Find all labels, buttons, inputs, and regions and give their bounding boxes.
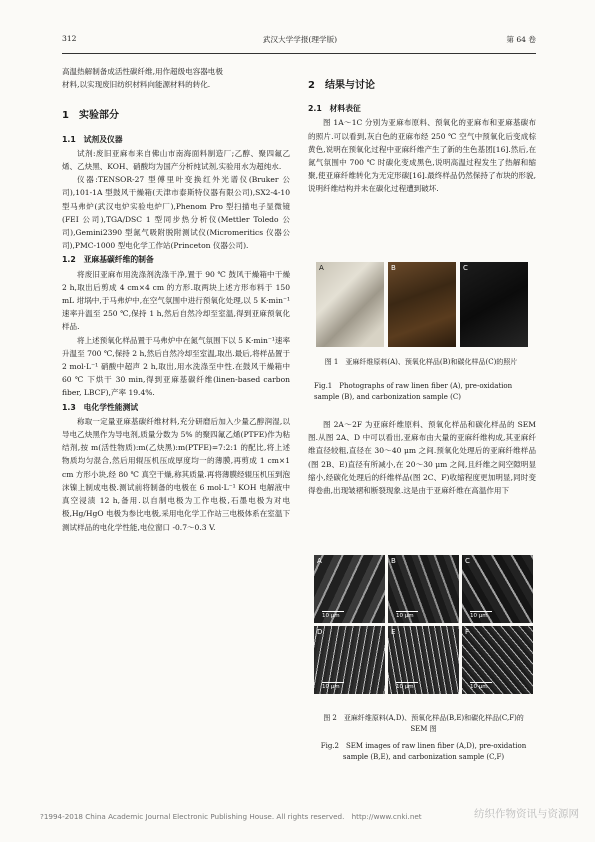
fig2-panel-c: [462, 555, 533, 623]
fig2-panel-f: [462, 626, 533, 694]
fig2-panel-d: [314, 626, 385, 694]
fig1-panel-label: C: [463, 264, 468, 272]
fig1-caption-cn: 图 1 亚麻纤维原料(A)、预氧化样品(B)和碳化样品(C)的照片: [324, 358, 518, 366]
preparation-paragraph-1: 将废旧亚麻布用洗涤剂洗涤干净,置于 90 ℃ 鼓风干燥箱中干燥 2 h,取出后剪成 4 cm×4 cm 的方形.取两块上述方形布料于 150 mL 坩埚中,于马弗炉中,在空气氛围中进行预氧化处理,以 5 K·min⁻¹速率升温至 250 ℃,保持 1 h,然后自然冷却至室温,得到亚麻预氧化样品.: [62, 269, 290, 332]
reagents-paragraph: 试剂:废旧亚麻布来自佛山市南海面料制造厂;乙醇、聚四氟乙烯、乙炔黑、KOH、硝酸均为国产分析纯试剂,实验用水为超纯水.: [62, 148, 290, 172]
section-1-2-heading: 1.2 亚麻基碳纤维的制备: [62, 255, 154, 265]
running-header-volume: 第 64 卷: [506, 35, 536, 44]
fig1-panel-carbonized: [460, 262, 528, 347]
section-2-1-heading: 2.1 材料表征: [308, 104, 361, 114]
fig2-panel-label: B: [391, 557, 396, 565]
preparation-paragraph-2: 将上述预氧化样品置于马弗炉中在氮气氛围下以 5 K·min⁻¹速率升温至 700 ℃,保持 2 h,然后自然冷却至室温,取出.最后,将样品置于 2 mol·L⁻¹ 硝酸中超声 2 h,取出,用水洗涤至中性.在鼓风干燥箱中 60 ℃ 下烘干 30 min,得到亚麻基碳纤维(linen-based carbon fiber, LBCF),产率 19.4%.: [62, 335, 290, 398]
fig2-scale-bar: 10 μm: [322, 611, 344, 619]
fig2-caption-cn: 图 2 亚麻纤维原料(A,D)、预氧化样品(B,E)和碳化样品(C,F)的 SEM 图: [323, 714, 524, 733]
fig2-scale-bar: 10 μm: [396, 682, 418, 690]
figure-1-discussion: 图 1A～1C 分别为亚麻布原料、预氧化的亚麻布和亚麻基碳布的照片.可以看到,灰白色的亚麻布经 250 ℃ 空气中预氧化后变成棕黄色,说明在预氧化过程中亚麻纤维产生了新的生色基团[16].然后,在氮气氛围中 700 ℃ 时碳化变成黑色,说明高温过程发生了热解和缩聚,使亚麻纤维转化为无定形碳[16].最终样品仍然保持了布块的形貌,说明纤维结构并未在碳化过程遭到破坏.: [308, 118, 536, 194]
section-2-heading: 2 结果与讨论: [308, 80, 375, 91]
fig1-caption-en: Fig.1 Photographs of raw linen fiber (A), pre-oxidation sample (B), and carbonization sample (C): [314, 382, 513, 401]
right-column-top: [308, 65, 536, 196]
fig2-panel-label: F: [465, 628, 470, 636]
figure-2-discussion: 图 2A～2F 为亚麻纤维原料、预氧化样品和碳化样品的 SEM 图.从图 2A、D 中可以看出,亚麻布由大量的亚麻纤维构成,其亚麻纤维直径较粗,直径在 30～40 μm 之间.预氧化处理后的亚麻纤维样品(图 2B、E)直径有所减小,在 20～30 μm 之间,且纤维之间空隙明显缩小,经碳化处理后的纤维样品(图 2C、F)收缩程度更加明显,同时变得卷曲,出现皱褶和断裂现象.这是由于亚麻纤维在高温作用下: [308, 420, 536, 496]
header-rule: [62, 53, 536, 54]
fig1-panel-pre-oxidation: [388, 262, 456, 347]
fig1-panel-label: A: [319, 264, 324, 272]
fig2-scale-bar: 10 μm: [470, 611, 492, 619]
fig2-panel-a: [314, 555, 385, 623]
section-1-heading: 1 实验部分: [62, 110, 119, 122]
fig2-scale-bar: 10 μm: [470, 682, 492, 690]
fig2-panel-e: [388, 626, 459, 694]
left-column: [62, 65, 290, 534]
page-number: 312: [62, 34, 77, 43]
intro-line-2: 材料,以实现废旧纺织材料向能源材料的转化.: [62, 80, 211, 90]
fig2-panel-label: C: [465, 557, 470, 565]
fig2-scale-bar: 10 μm: [396, 611, 418, 619]
right-column-middle: [308, 418, 536, 497]
fig2-panel-label: E: [391, 628, 396, 636]
fig2-caption-en: Fig.2 SEM images of raw linen fiber (A,D), pre-oxidation sample (B,E), and carbonization sample (C,F): [320, 742, 527, 761]
fig2-panel-b: [388, 555, 459, 623]
instruments-paragraph: 仪器:TENSOR-27 型傅里叶变换红外光谱仪(Bruker 公司),101-1A 型鼓风干燥箱(天津市泰斯特仪器有限公司),SX2-4-10 型马弗炉(武汉电炉实验电炉厂),Phenom Pro 型扫描电子显微镜(FEI 公司),TGA/DSC 1 型同步热分析仪(Mettler Toledo 公司),Gemini2390 型氮气吸附脱附测试仪(Micromeritics 仪器公司),PMC-1000 型电化学工作站(Princeton 仪器公司).: [62, 175, 290, 251]
intro-line-1: 高温热解制备成活性碳纤维,用作超级电容器电极: [62, 67, 223, 76]
watermark: 纺织作物资讯与资源网: [474, 808, 579, 820]
fig2-panel-label: D: [317, 628, 323, 636]
fig1-panel-raw-linen: [316, 262, 384, 347]
fig2-panel-label: A: [317, 557, 322, 565]
section-1-3-heading: 1.3 电化学性能测试: [62, 402, 139, 412]
fig2-scale-bar: 10 μm: [322, 682, 344, 690]
running-header-journal: 武汉大学学报(理学版): [262, 35, 338, 44]
electrochemical-paragraph: 称取一定量亚麻基碳纤维材料,充分研磨后加入少量乙醇润湿,以导电乙炔黑作为导电剂,质量分数为 5% 的聚四氟乙烯(PTFE)作为粘结剂,按 m(活性物质):m(乙炔黑):m(PTFE)=7:2:1 的配比,将上述物质均匀混合,然后用辊压机压成厚度均一的薄膜,再剪成 1 cm×1 cm 方形小块,经 80 ℃ 真空干燥,称其质量.再将薄膜经辊压机压到泡沫镍上制成电极.测试前将制备的电极在 6 mol·L⁻¹ KOH 电解液中真空浸渍 12 h,备用.以自制电极为工作电极,石墨电极为对电极,Hg/HgO 电极为参比电极,采用电化学工作站三电极体系在室温下测试样品的电化学性能,电位窗口 -0.7～0.3 V.: [62, 416, 290, 532]
copyright-footer: ?1994-2018 China Academic Journal Electronic Publishing House. All rights reserved. http://www.cnki.net: [40, 812, 422, 821]
fig1-panel-label: B: [391, 264, 396, 272]
section-1-1-heading: 1.1 试剂及仪器: [62, 134, 123, 144]
